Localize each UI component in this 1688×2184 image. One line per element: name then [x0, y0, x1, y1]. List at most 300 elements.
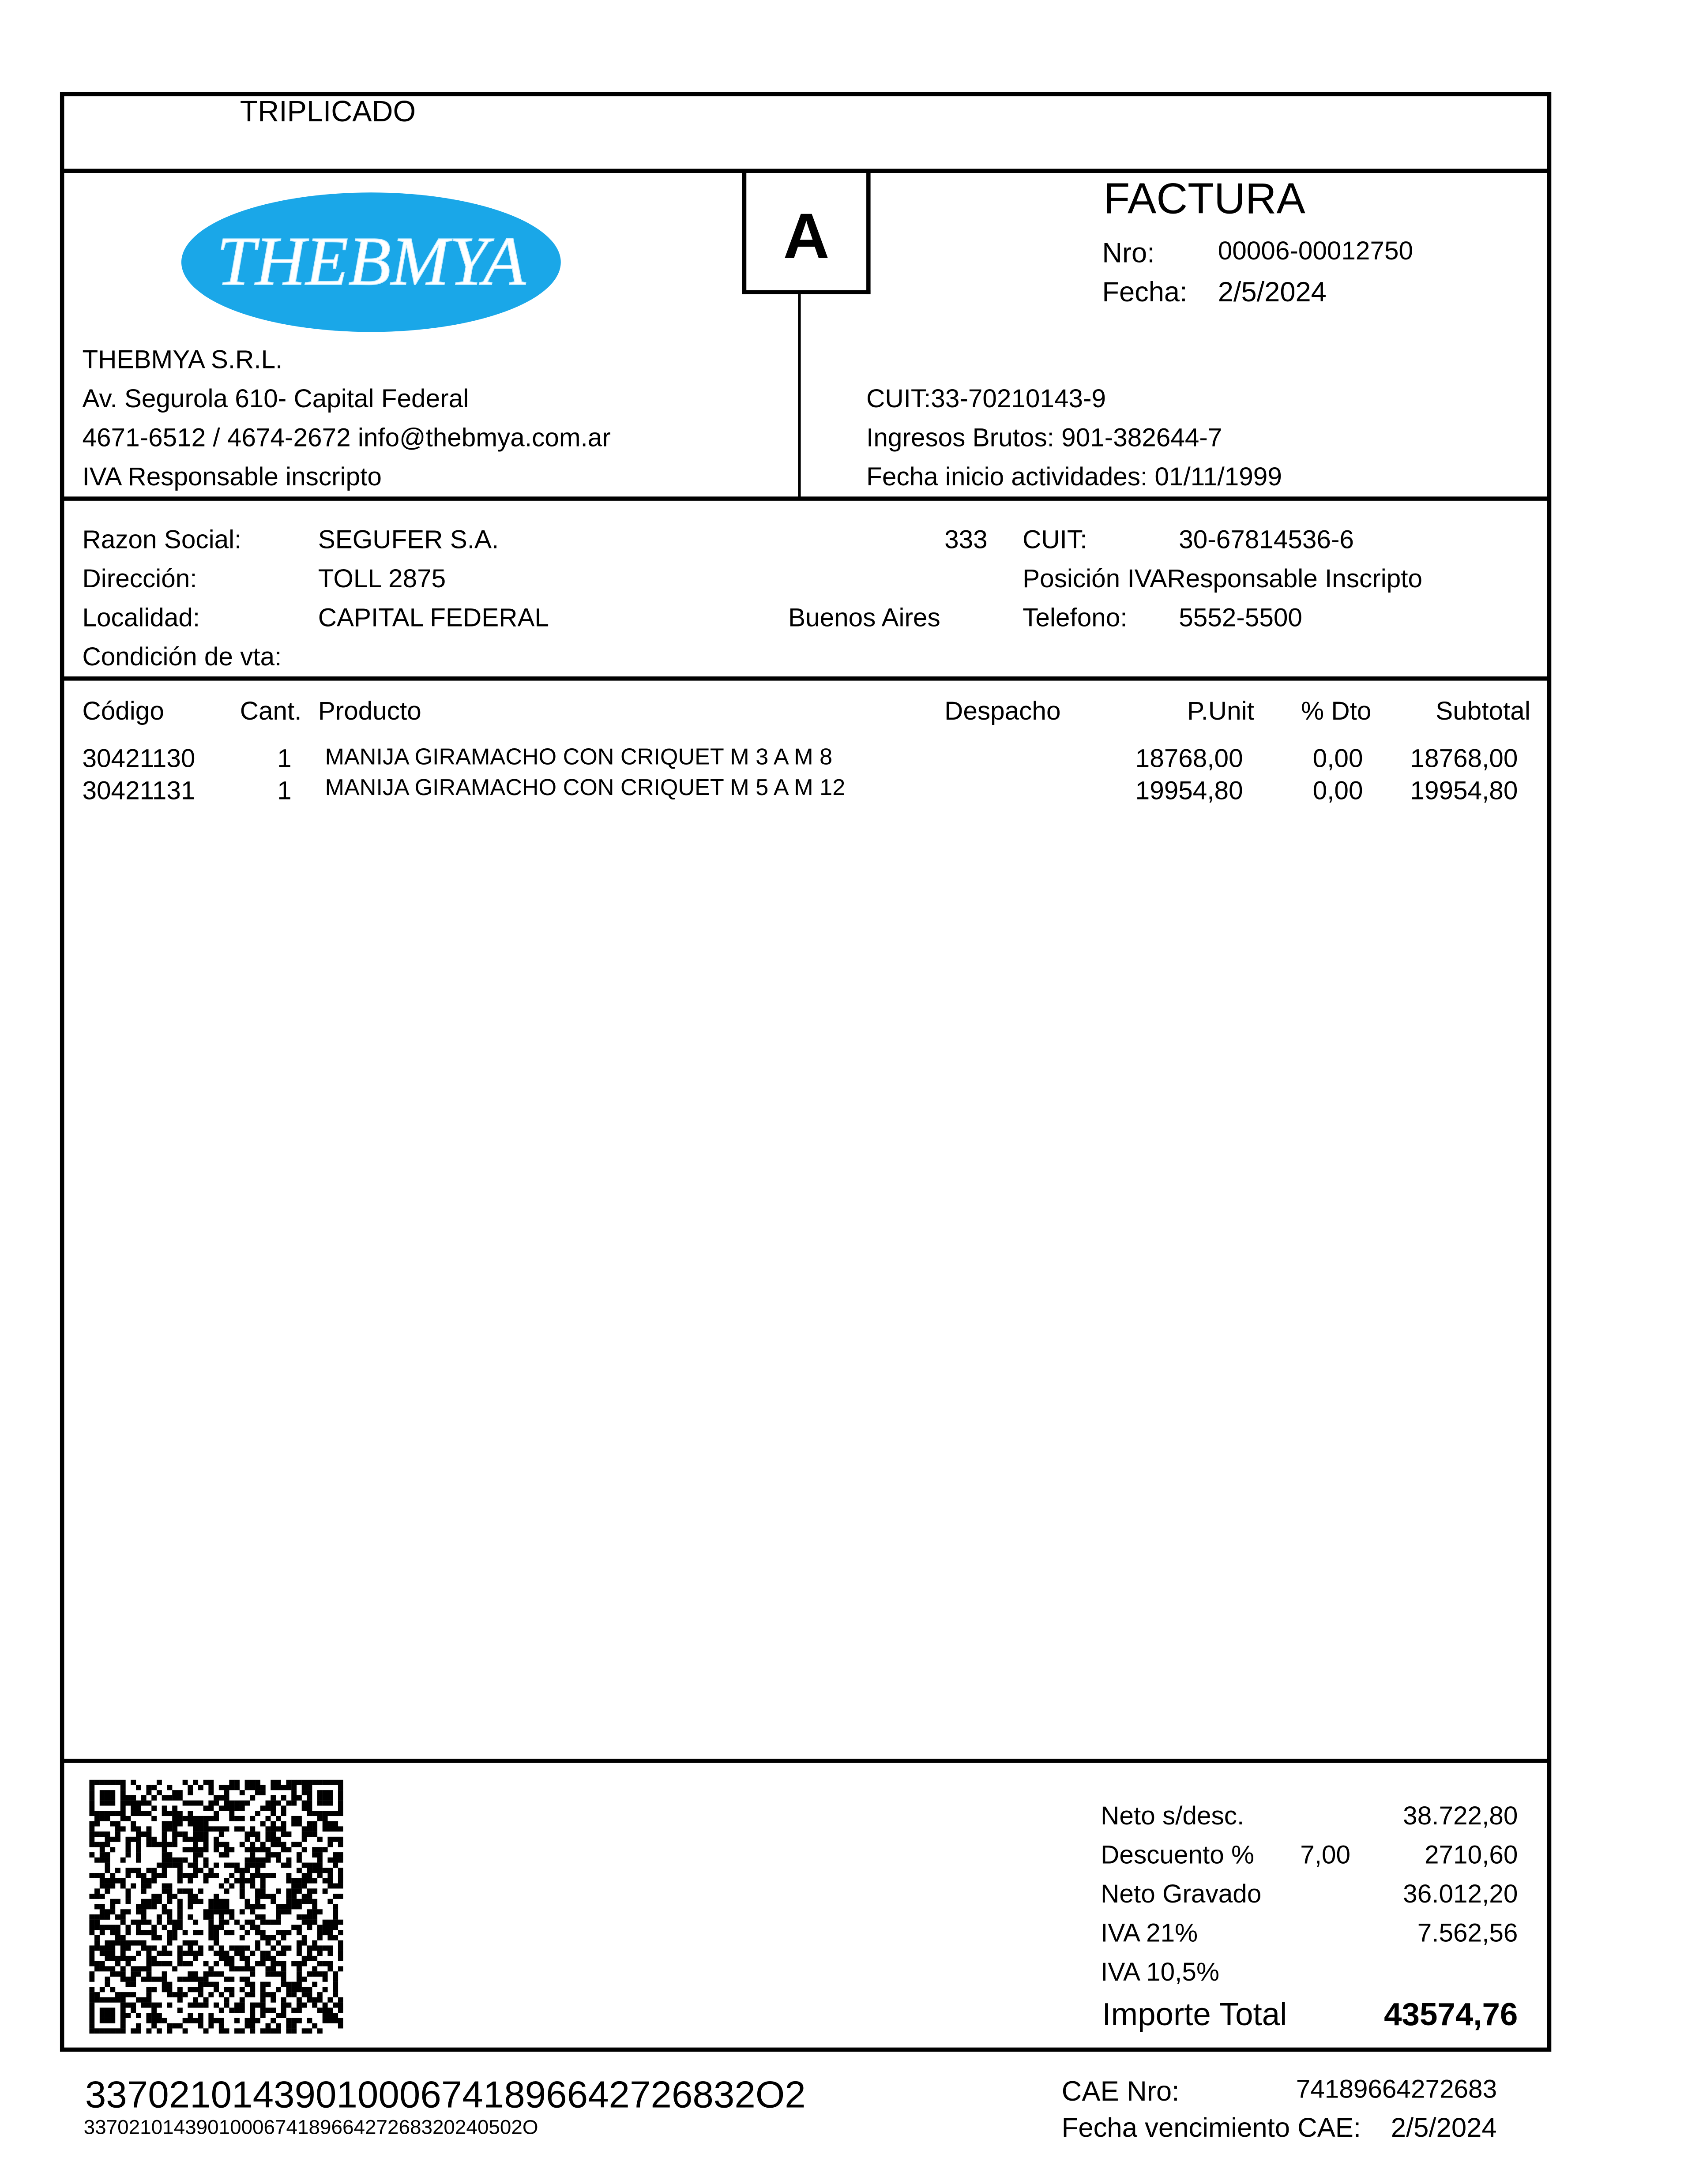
qr-module	[115, 1997, 120, 2003]
row-codigo: 30421131	[82, 775, 195, 805]
qr-module	[131, 1821, 136, 1827]
qr-module	[136, 1920, 141, 1925]
qr-module	[167, 1987, 172, 1992]
company-name: THEBMYA S.R.L.	[82, 344, 283, 374]
cae-value: 74189664272683	[1296, 2074, 1497, 2104]
qr-module	[260, 1894, 266, 1899]
qr-module	[245, 1956, 250, 1961]
qr-module	[323, 1945, 328, 1951]
qr-module	[307, 1873, 312, 1878]
divider	[61, 676, 1550, 680]
qr-module	[214, 1842, 219, 1847]
qr-module	[250, 2013, 255, 2018]
qr-module	[312, 1904, 317, 1909]
qr-module	[250, 1925, 255, 1930]
qr-module	[203, 2028, 209, 2034]
qr-module	[250, 1847, 255, 1852]
qr-module	[307, 2018, 312, 2023]
qr-module	[120, 1878, 126, 1884]
qr-module	[327, 1801, 333, 1806]
qr-module	[208, 2018, 214, 2023]
qr-module	[224, 1801, 229, 1806]
qr-module	[214, 1816, 219, 1821]
qr-module	[266, 2028, 271, 2034]
qr-module	[271, 1821, 276, 1827]
qr-module	[302, 1956, 307, 1961]
qr-module	[141, 1997, 147, 2003]
qr-module	[198, 1888, 203, 1894]
qr-module	[198, 1992, 203, 1997]
qr-module	[120, 1811, 126, 1816]
qr-module	[281, 1935, 286, 1940]
qr-module	[136, 2028, 141, 2034]
qr-module	[94, 1888, 100, 1894]
qr-module	[224, 1805, 229, 1811]
qr-module	[266, 1894, 271, 1899]
qr-module	[208, 1805, 214, 1811]
invoice-letter: A	[783, 199, 830, 272]
row-codigo: 30421130	[82, 743, 195, 773]
qr-module	[94, 1858, 100, 1863]
qr-module	[177, 1997, 183, 2003]
qr-module	[183, 1816, 188, 1821]
qr-module	[327, 1966, 333, 1971]
qr-module	[255, 1868, 260, 1873]
qr-module	[151, 1816, 157, 1821]
qr-module	[338, 1878, 343, 1884]
qr-module	[224, 1785, 229, 1790]
qr-module	[193, 1826, 198, 1831]
qr-module	[177, 1816, 183, 1821]
qr-module	[271, 1956, 276, 1961]
qr-module	[115, 1868, 120, 1873]
qr-module	[198, 1785, 203, 1790]
qr-module	[312, 1888, 317, 1894]
qr-module	[260, 1858, 266, 1863]
qr-module	[89, 2003, 94, 2008]
qr-module	[271, 1997, 276, 2003]
qr-module	[151, 1785, 157, 1790]
qr-module	[286, 2023, 291, 2029]
qr-module	[162, 1837, 167, 1842]
qr-module	[240, 1842, 245, 1847]
qr-module	[312, 1831, 317, 1837]
qr-module	[162, 1842, 167, 1847]
qr-module	[317, 1858, 323, 1863]
qr-module	[317, 1847, 323, 1852]
qr-module	[89, 1894, 94, 1899]
col-despacho: Despacho	[944, 696, 1061, 725]
qr-module	[208, 1930, 214, 1935]
qr-module	[203, 1997, 209, 2003]
qr-module	[271, 1971, 276, 1977]
qr-module	[260, 1873, 266, 1878]
qr-module	[271, 1852, 276, 1858]
qr-module	[276, 1888, 281, 1894]
qr-module	[141, 2003, 147, 2008]
qr-module	[141, 1930, 147, 1935]
qr-module	[110, 1873, 115, 1878]
qr-module	[260, 2003, 266, 2008]
qr-module	[94, 1920, 100, 1925]
qr-module	[297, 1951, 302, 1956]
divider	[61, 496, 1550, 500]
qr-module	[167, 1795, 172, 1801]
total-value: 43574,76	[1384, 1996, 1518, 2032]
qr-module	[317, 1961, 323, 1966]
qr-module	[333, 1780, 338, 1785]
qr-module	[115, 1935, 120, 1940]
qr-module	[110, 2018, 115, 2023]
qr-module	[229, 1884, 234, 1889]
qr-module	[234, 1780, 240, 1785]
qr-module	[141, 1878, 147, 1884]
qr-module	[183, 1992, 188, 1997]
qr-module	[89, 1956, 94, 1961]
qr-module	[188, 1904, 193, 1909]
qr-module	[323, 1868, 328, 1873]
qr-module	[327, 1997, 333, 2003]
qr-module	[291, 2023, 297, 2029]
qr-module	[131, 1811, 136, 1816]
qr-module	[94, 1873, 100, 1878]
qr-module	[302, 1878, 307, 1884]
qr-module	[94, 1780, 100, 1785]
row-producto: MANIJA GIRAMACHO CON CRIQUET M 5 A M 12	[325, 775, 846, 801]
tel-value: 5552-5500	[1179, 602, 1302, 632]
qr-module	[260, 1888, 266, 1894]
qr-module	[229, 1961, 234, 1966]
qr-module	[250, 1826, 255, 1831]
qr-module	[338, 1920, 343, 1925]
qr-module	[214, 1795, 219, 1801]
qr-module	[110, 1847, 115, 1852]
qr-module	[338, 1801, 343, 1806]
qr-module	[214, 2003, 219, 2008]
qr-module	[281, 1930, 286, 1935]
qr-module	[157, 1920, 162, 1925]
qr-module	[297, 1925, 302, 1930]
gravado-label: Neto Gravado	[1101, 1879, 1262, 1908]
qr-module	[297, 1977, 302, 1982]
qr-module	[219, 2008, 224, 2013]
qr-module	[136, 1951, 141, 1956]
qr-module	[141, 1945, 147, 1951]
qr-module	[203, 1826, 209, 1831]
qr-module	[281, 2003, 286, 2008]
client-cuit-label: CUIT:	[1023, 524, 1087, 554]
qr-module	[323, 2018, 328, 2023]
qr-module	[126, 1842, 131, 1847]
qr-module	[120, 1992, 126, 1997]
qr-module	[229, 1966, 234, 1971]
qr-module	[271, 1966, 276, 1971]
qr-module	[120, 2003, 126, 2008]
qr-module	[234, 1920, 240, 1925]
qr-module	[312, 1982, 317, 1987]
qr-module	[131, 1780, 136, 1785]
qr-module	[323, 2013, 328, 2018]
qr-module	[100, 1961, 105, 1966]
qr-module	[167, 2028, 172, 2034]
qr-module	[151, 1925, 157, 1930]
company-address: Av. Segurola 610- Capital Federal	[82, 383, 469, 413]
qr-module	[110, 1925, 115, 1930]
qr-module	[162, 1831, 167, 1837]
qr-module	[307, 1909, 312, 1914]
qr-module	[271, 1805, 276, 1811]
qr-module	[250, 1904, 255, 1909]
qr-module	[94, 1940, 100, 1946]
qr-module	[177, 1961, 183, 1966]
qr-module	[286, 1785, 291, 1790]
qr-module	[286, 1894, 291, 1899]
qr-module	[89, 1831, 94, 1837]
qr-module	[276, 1852, 281, 1858]
qr-module	[266, 1956, 271, 1961]
qr-module	[167, 1863, 172, 1868]
qr-module	[260, 1951, 266, 1956]
qr-module	[94, 1935, 100, 1940]
qr-module	[291, 1888, 297, 1894]
qr-module	[167, 1935, 172, 1940]
qr-module	[260, 1842, 266, 1847]
qr-module	[219, 1971, 224, 1977]
qr-module	[126, 1956, 131, 1961]
qr-module	[131, 1956, 136, 1961]
qr-module	[312, 1940, 317, 1946]
qr-module	[281, 1821, 286, 1827]
qr-module	[105, 1888, 110, 1894]
qr-module	[224, 1956, 229, 1961]
qr-module	[271, 1920, 276, 1925]
qr-module	[89, 2023, 94, 2029]
qr-module	[146, 1837, 151, 1842]
qr-module	[276, 1909, 281, 1914]
qr-module	[271, 1831, 276, 1837]
qr-module	[214, 1837, 219, 1842]
qr-module	[240, 1894, 245, 1899]
qr-module	[297, 1852, 302, 1858]
qr-module	[245, 1878, 250, 1884]
qr-module	[317, 1873, 323, 1878]
qr-module	[162, 1888, 167, 1894]
qr-module	[271, 1992, 276, 1997]
qr-module	[146, 1951, 151, 1956]
qr-module	[255, 2018, 260, 2023]
qr-module	[89, 1945, 94, 1951]
qr-module	[126, 1992, 131, 1997]
qr-module	[245, 1785, 250, 1790]
qr-module	[333, 1821, 338, 1827]
qr-module	[193, 1977, 198, 1982]
qr-module	[100, 2013, 105, 2018]
qr-module	[240, 1966, 245, 1971]
qr-module	[250, 1795, 255, 1801]
qr-module	[333, 1884, 338, 1889]
qr-module	[105, 1795, 110, 1801]
qr-module	[110, 1945, 115, 1951]
qr-module	[281, 2008, 286, 2013]
company-logo	[179, 190, 569, 338]
qr-module	[100, 2018, 105, 2023]
qr-module	[162, 1909, 167, 1914]
qr-module	[317, 1997, 323, 2003]
qr-module	[146, 1945, 151, 1951]
qr-module	[250, 1785, 255, 1790]
qr-module	[229, 1801, 234, 1806]
qr-module	[146, 1842, 151, 1847]
qr-module	[100, 1951, 105, 1956]
qr-module	[323, 1821, 328, 1827]
qr-module	[177, 1977, 183, 1982]
qr-module	[323, 1795, 328, 1801]
qr-module	[105, 1858, 110, 1863]
neto-value: 38.722,80	[1403, 1801, 1518, 1830]
qr-module	[141, 1873, 147, 1878]
qr-module	[131, 2028, 136, 2034]
dir-value: TOLL 2875	[318, 563, 446, 593]
qr-module	[266, 2023, 271, 2029]
qr-module	[291, 1780, 297, 1785]
qr-module	[312, 1868, 317, 1873]
qr-module	[105, 1884, 110, 1889]
qr-module	[327, 1961, 333, 1966]
qr-module	[193, 1858, 198, 1863]
qr-module	[89, 1930, 94, 1935]
qr-module	[219, 1826, 224, 1831]
qr-module	[105, 1816, 110, 1821]
qr-module	[245, 1831, 250, 1837]
qr-module	[276, 1801, 281, 1806]
qr-module	[131, 1966, 136, 1971]
qr-module	[151, 2013, 157, 2018]
qr-module	[219, 1956, 224, 1961]
qr-module	[136, 1837, 141, 1842]
qr-module	[276, 1780, 281, 1785]
qr-module	[312, 1826, 317, 1831]
qr-module	[115, 1780, 120, 1785]
qr-module	[94, 2028, 100, 2034]
qr-module	[126, 1837, 131, 1842]
qr-module	[172, 1920, 177, 1925]
qr-module	[120, 1909, 126, 1914]
client-cuit: 30-67814536-6	[1179, 524, 1354, 554]
qr-module	[183, 1837, 188, 1842]
qr-module	[240, 1925, 245, 1930]
qr-module	[120, 1971, 126, 1977]
qr-module	[281, 1982, 286, 1987]
qr-module	[177, 1868, 183, 1873]
qr-module	[214, 1909, 219, 1914]
qr-module	[302, 1863, 307, 1868]
qr-module	[120, 1780, 126, 1785]
qr-module	[89, 1873, 94, 1878]
qr-module	[126, 2013, 131, 2018]
qr-module	[333, 1987, 338, 1992]
qr-module	[333, 2013, 338, 2018]
qr-module	[203, 1842, 209, 1847]
qr-module	[214, 1935, 219, 1940]
qr-module	[105, 2018, 110, 2023]
qr-module	[131, 1837, 136, 1842]
qr-module	[234, 1801, 240, 1806]
qr-module	[338, 1795, 343, 1801]
qr-module	[146, 1930, 151, 1935]
qr-module	[141, 1888, 147, 1894]
qr-module	[240, 1909, 245, 1914]
qr-module	[307, 2028, 312, 2034]
qr-module	[188, 1940, 193, 1946]
qr-module	[219, 1909, 224, 1914]
qr-module	[94, 1992, 100, 1997]
qr-module	[167, 1940, 172, 1946]
qr-module	[172, 1966, 177, 1971]
qr-module	[317, 1909, 323, 1914]
qr-module	[188, 1847, 193, 1852]
qr-module	[105, 2028, 110, 2034]
qr-module	[327, 1935, 333, 1940]
qr-module	[281, 1997, 286, 2003]
qr-module	[203, 1805, 209, 1811]
qr-module	[193, 2003, 198, 2008]
qr-module	[193, 1863, 198, 1868]
qr-module	[229, 1780, 234, 1785]
qr-module	[323, 1920, 328, 1925]
qr-module	[172, 1811, 177, 1816]
qr-module	[250, 1852, 255, 1858]
qr-module	[317, 1795, 323, 1801]
qr-module	[193, 1987, 198, 1992]
qr-module	[105, 1914, 110, 1920]
qr-module	[302, 1920, 307, 1925]
qr-module	[89, 1790, 94, 1795]
qr-module	[198, 1837, 203, 1842]
qr-module	[266, 1852, 271, 1858]
qr-module	[146, 1956, 151, 1961]
qr-module	[266, 1935, 271, 1940]
qr-module	[307, 1811, 312, 1816]
qr-module	[115, 1992, 120, 1997]
qr-module	[105, 1801, 110, 1806]
qr-module	[183, 1780, 188, 1785]
qr-module	[214, 1987, 219, 1992]
qr-module	[146, 1826, 151, 1831]
qr-module	[203, 1914, 209, 1920]
qr-module	[100, 1816, 105, 1821]
qr-module	[323, 1878, 328, 1884]
qr-module	[245, 1961, 250, 1966]
qr-module	[276, 1904, 281, 1909]
qr-module	[291, 1884, 297, 1889]
qr-module	[214, 1961, 219, 1966]
qr-module	[136, 1847, 141, 1852]
qr-module	[234, 1878, 240, 1884]
qr-module	[120, 1801, 126, 1806]
qr-module	[224, 1961, 229, 1966]
qr-module	[224, 1997, 229, 2003]
qr-module	[338, 1930, 343, 1935]
qr-module	[203, 1780, 209, 1785]
qr-module	[214, 1811, 219, 1816]
qr-module	[333, 1852, 338, 1858]
qr-module	[131, 1826, 136, 1831]
qr-module	[141, 1909, 147, 1914]
qr-module	[136, 1925, 141, 1930]
qr-module	[141, 1884, 147, 1889]
qr-module	[286, 1904, 291, 1909]
qr-module	[167, 1852, 172, 1858]
